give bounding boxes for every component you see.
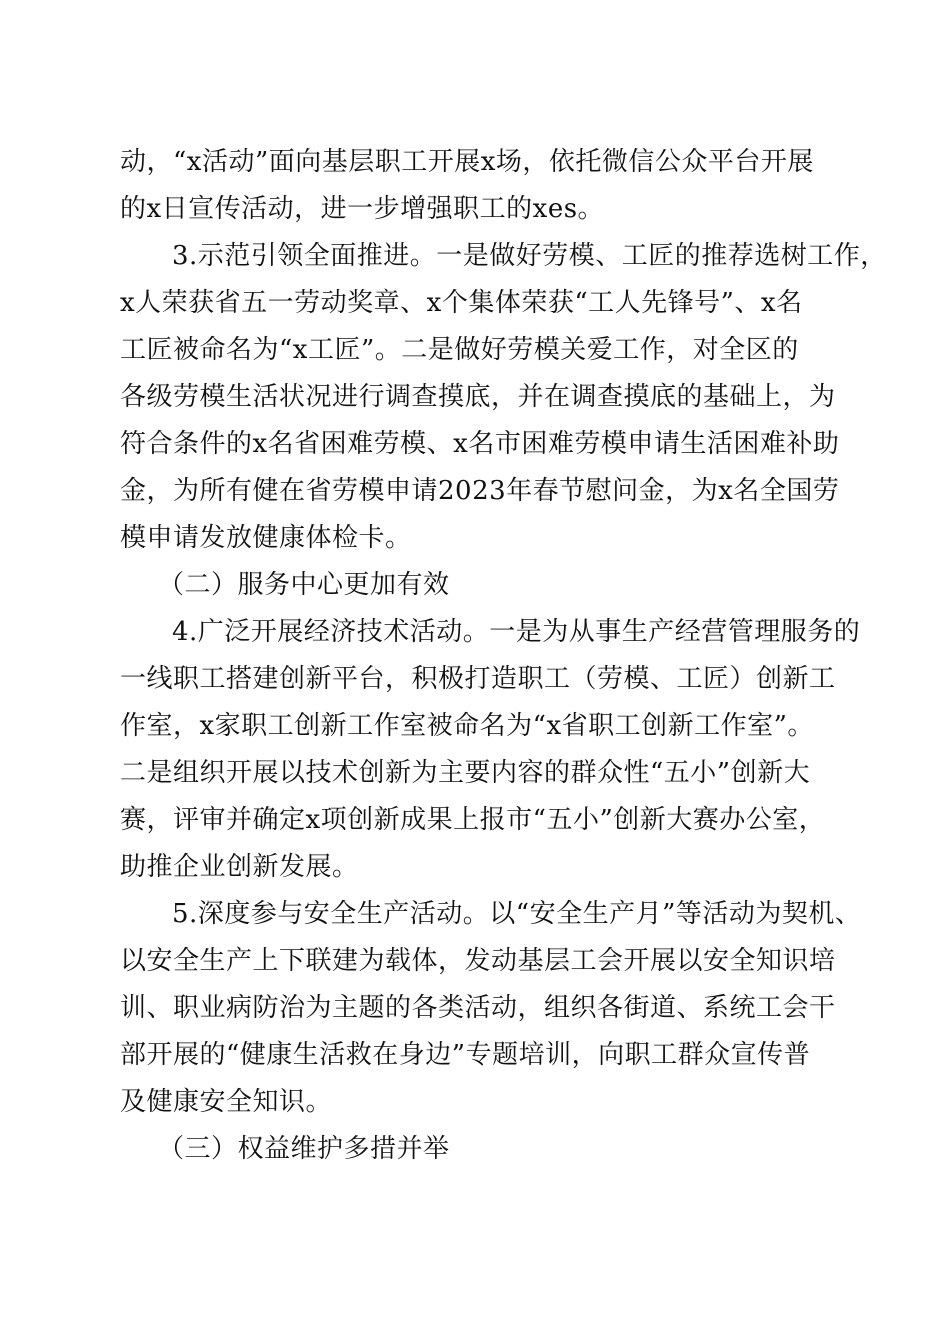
paragraph-line: 5.深度参与安全生产活动。以“安全生产月”等活动为契机、 [172, 899, 862, 929]
section-heading: （二）服务中心更加有效 [158, 570, 450, 600]
paragraph-line: 及健康安全知识。 [120, 1087, 333, 1117]
paragraph-line: 一线职工搭建创新平台，积极打造职工（劳模、工匠）创新工 [120, 664, 836, 694]
paragraph-line: 赛，评审并确定x项创新成果上报市“五小”创新大赛办公室， [120, 805, 826, 835]
paragraph-line: 3.示范引领全面推进。一是做好劳模、工匠的推荐选树工作， [172, 241, 887, 271]
paragraph-line: 二是组织开展以技术创新为主要内容的群众性“五小”创新大 [120, 758, 811, 788]
paragraph-line: 的x日宣传活动，进一步增强职工的xes。 [120, 194, 605, 224]
paragraph-line: 金，为所有健在省劳模申请2023年春节慰问金，为x名全国劳 [120, 476, 840, 506]
paragraph-line: 4.广泛开展经济技术活动。一是为从事生产经营管理服务的 [172, 617, 861, 647]
paragraph-line: 模申请发放健康体检卡。 [120, 523, 412, 553]
paragraph-line: 各级劳模生活状况进行调查摸底，并在调查摸底的基础上，为 [120, 382, 836, 412]
paragraph-line: 助推企业创新发展。 [120, 852, 359, 882]
paragraph-line: x人荣获省五一劳动奖章、x个集体荣获“工人先锋号”、x名 [120, 288, 803, 318]
paragraph-line: 以安全生产上下联建为载体，发动基层工会开展以安全知识培 [120, 946, 836, 976]
paragraph-line: 部开展的“健康生活救在身边”专题培训，向职工群众宣传普 [120, 1040, 811, 1070]
paragraph-line: 符合条件的x名省困难劳模、x名市困难劳模申请生活困难补助 [120, 429, 840, 459]
paragraph-line: 工匠被命名为“x工匠”。二是做好劳模关爱工作，对全区的 [120, 335, 799, 365]
section-heading: （三）权益维护多措并举 [158, 1134, 450, 1164]
paragraph-line: 训、职业病防治为主题的各类活动，组织各街道、系统工会干 [120, 993, 836, 1023]
paragraph-line: 动，“x活动”面向基层职工开展x场，依托微信公众平台开展 [120, 147, 814, 177]
paragraph-line: 作室，x家职工创新工作室被命名为“x省职工创新工作室”。 [120, 711, 814, 741]
